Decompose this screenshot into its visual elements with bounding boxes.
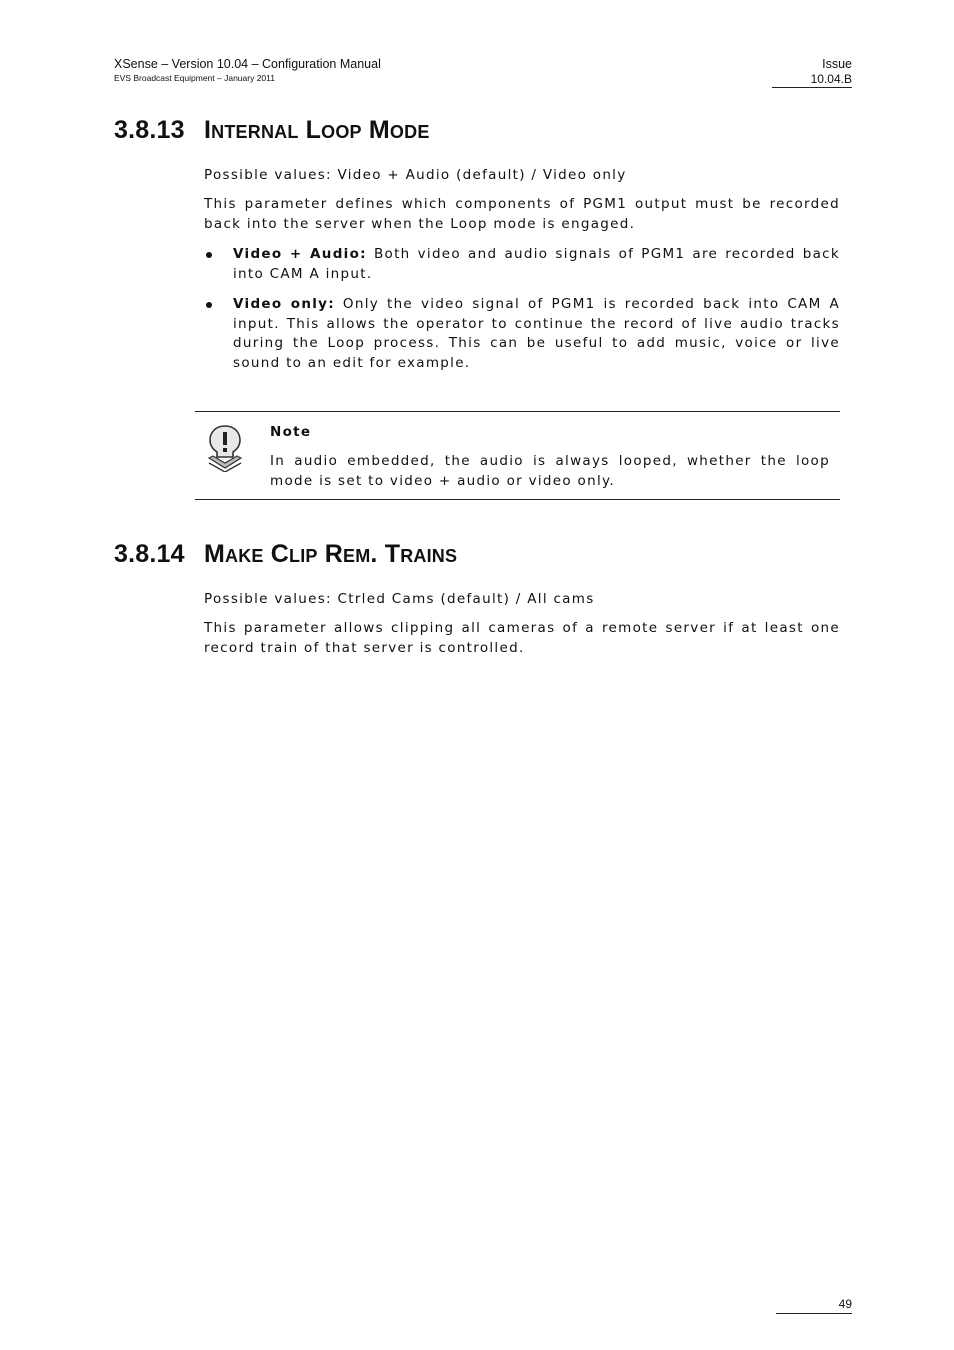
issue-block [772,57,852,88]
section-description: This parameter defines which components of PGM1 output must be recorded back into the server when the Loop mode is engaged. [204,196,840,232]
page-number: 49 [776,1297,852,1314]
bullet-text: Only the video signal of PGM1 is recorded back into CAM A input. This allows the operator to continue the record of live audio tracks during the Loop process. This can be useful to add music, voice or live sound to an edit for example. [233,296,840,371]
document-title: XSense – Version 10.04 – Configuration Manual [114,57,381,71]
possible-values: Possible values: Video + Audio (default) / Video only [204,167,627,183]
issue-version: 10.04.B [772,72,852,88]
note-box [195,411,840,500]
bullet-label: Video + Audio: [233,246,367,262]
possible-values: Possible values: Ctrled Cams (default) / All cams [204,591,595,607]
bullet-dot [206,302,212,308]
section-title: Internal Loop Mode [204,116,430,144]
bullet-label: Video only: [233,296,335,312]
document-subtitle: EVS Broadcast Equipment – January 2011 [114,73,275,83]
section-number: 3.8.14 [114,540,185,568]
section-number: 3.8.13 [114,116,185,144]
bullet-dot [206,252,212,258]
list-item [204,245,840,284]
section-description: This parameter allows clipping all cameras of a remote server if at least one record train of that server is controlled. [204,620,840,656]
list-item [204,295,840,373]
note-icon [205,424,245,477]
note-title: Note [270,424,312,440]
issue-label: Issue [822,57,852,71]
section-heading-internal-loop-mode [114,116,430,145]
note-text: In audio embedded, the audio is always looped, whether the loop mode is set to video + audio or video only. [270,453,830,489]
section-title: Make Clip Rem. Trains [204,540,458,568]
bullet-text: Both video and audio signals of PGM1 are recorded back into CAM A input. [233,246,840,282]
page-footer [776,1297,852,1314]
section-heading-make-clip-rem-trains [114,540,457,569]
document-header [114,57,381,83]
